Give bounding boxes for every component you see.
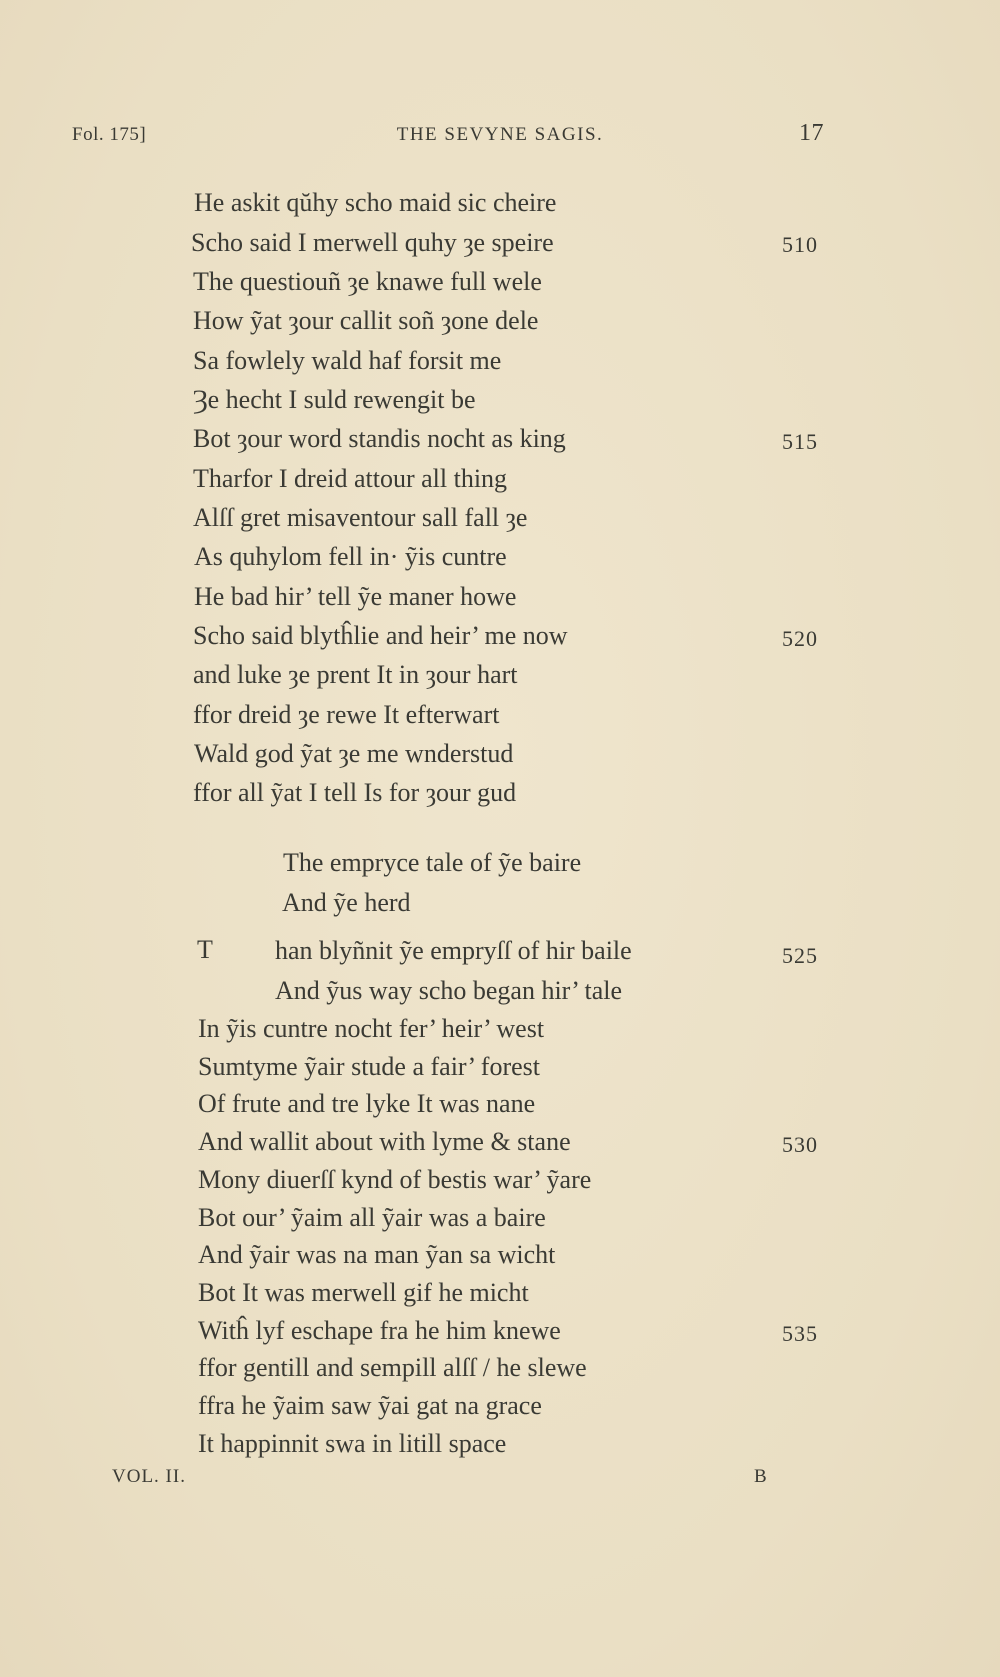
volume-marker: VOL. II. — [112, 1466, 186, 1487]
verse-line: ffor gentill and sempill alſſ / he slewe — [198, 1353, 587, 1382]
verse-line: han blyñnit ỹe empryſſ of hir baile — [275, 936, 632, 965]
line-number: 510 — [782, 232, 818, 257]
page-number: 17 — [799, 120, 824, 146]
verse-line: And ỹus way scho began hir’ tale — [275, 976, 623, 1005]
line-number: 520 — [782, 626, 818, 651]
verse-line: Scho said I merwell quhy ȝe speire — [191, 228, 554, 257]
verse-line: As quhylom fell in· ỹis cuntre — [194, 542, 507, 571]
verse-line: Alſſ gret misaventour sall fall ȝe — [193, 503, 528, 532]
verse-line: In ỹis cuntre nocht fer’ heir’ west — [198, 1014, 545, 1043]
verse-line: Wald god ỹat ȝe me wnderstud — [194, 739, 514, 768]
verse-line: ffor all ỹat I tell Is for ȝour gud — [193, 778, 517, 807]
signature-mark: B — [754, 1466, 768, 1487]
verse-line: Bot It was merwell gif he micht — [198, 1278, 529, 1307]
line-number: 515 — [782, 429, 818, 454]
line-number: 530 — [782, 1132, 818, 1157]
verse-line: He askit qŭhy scho maid sic cheire — [194, 188, 557, 217]
verse-line: Witĥ lyf eschape fra he him knewe — [198, 1316, 561, 1345]
verse-line: Sumtyme ỹair stude a fair’ forest — [198, 1052, 540, 1081]
verse-line: And wallit about with lyme & stane — [198, 1127, 571, 1156]
verse-line: Bot ȝour word standis nocht as king — [193, 424, 566, 453]
verse-line: The questiouñ ȝe knawe full wele — [193, 267, 542, 296]
verse-line: Ȝe hecht I suld rewengit be — [193, 385, 476, 414]
verse-line: It happinnit swa in litill space — [198, 1429, 507, 1458]
rubric-line: And ỹe herd — [282, 888, 411, 917]
verse-line: ffor dreid ȝe rewe It efterwart — [193, 700, 500, 729]
verse-line: Of frute and tre lyke It was nane — [198, 1089, 536, 1118]
verse-line: He bad hir’ tell ỹe maner howe — [194, 582, 517, 611]
folio-reference: Fol. 175] — [72, 124, 147, 145]
line-number: 525 — [782, 943, 818, 968]
verse-line: ffra he ỹaim saw ỹai gat na grace — [198, 1391, 542, 1420]
drop-capital: T — [197, 935, 213, 964]
verse-line: Sa fowlely wald haf forsit me — [193, 346, 502, 375]
line-number: 535 — [782, 1321, 818, 1346]
running-title: THE SEVYNE SAGIS. — [396, 124, 604, 145]
verse-line: Bot our’ ỹaim all ỹair was a baire — [198, 1203, 546, 1232]
verse-line: Tharfor I dreid attour all thing — [193, 464, 508, 493]
verse-line: Scho said blytĥlie and heir’ me now — [193, 621, 568, 650]
rubric-line: The empryce tale of ỹe baire — [283, 848, 582, 877]
verse-line: How ỹat ȝour callit soñ ȝone dele — [193, 306, 539, 335]
verse-line: and luke ȝe prent It in ȝour hart — [193, 660, 518, 689]
verse-line: And ỹair was na man ỹan sa wicht — [198, 1240, 556, 1269]
verse-line: Mony diuerſſ kynd of bestis war’ ỹare — [198, 1165, 592, 1194]
